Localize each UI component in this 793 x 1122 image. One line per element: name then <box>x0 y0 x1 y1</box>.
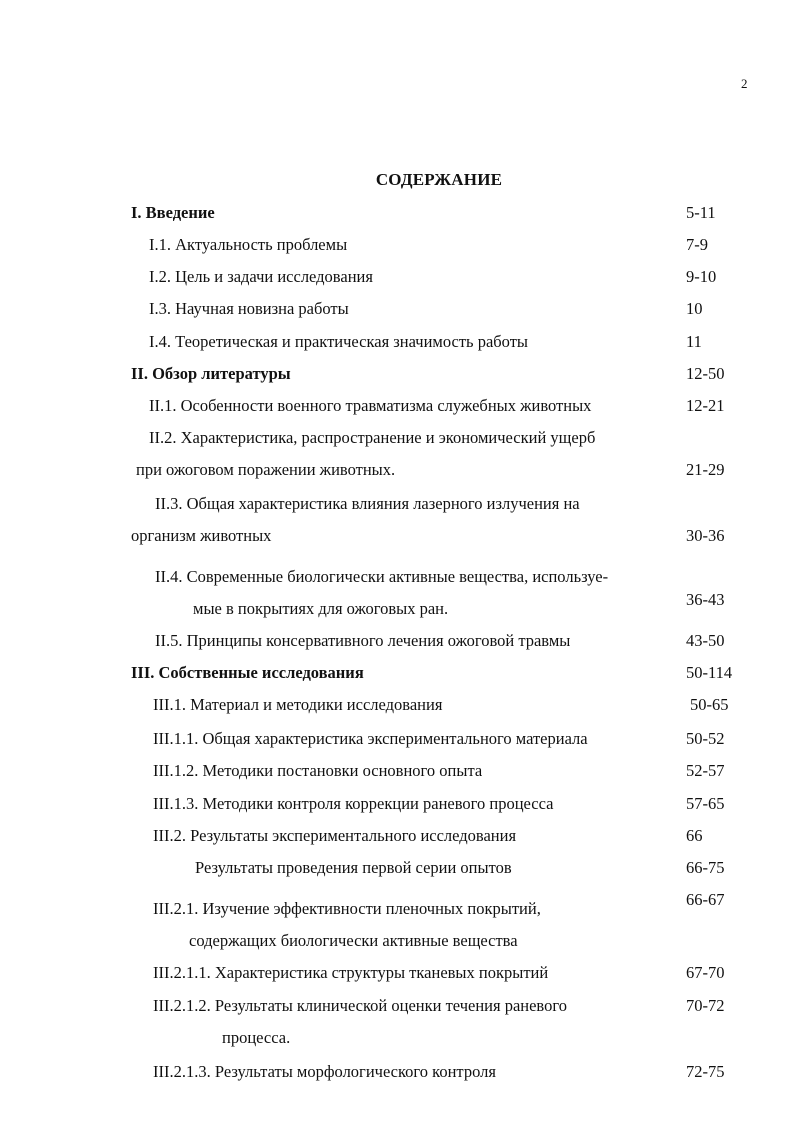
toc-title: СОДЕРЖАНИЕ <box>375 170 503 189</box>
toc-entry-3-1-3: III.1.3. Методики контроля коррекции раневого процесса <box>153 794 554 813</box>
toc-entry-1-2: I.2. Цель и задачи исследования <box>149 267 373 286</box>
toc-page-1-4: 11 <box>686 332 702 351</box>
toc-page-3-2-1-3: 72-75 <box>686 1062 725 1081</box>
toc-page-1-3: 10 <box>686 299 703 318</box>
toc-entry-3-2-1-2: III.2.1.2. Результаты клинической оценки течения раневого <box>153 996 567 1015</box>
toc-entry-3-1-1: III.1.1. Общая характеристика экспериментального материала <box>153 729 588 748</box>
toc-entry-3-2: III.2. Результаты экспериментального исследования <box>153 826 517 845</box>
toc-page-1-1: 7-9 <box>686 235 708 254</box>
toc-entry-3-1: III.1. Материал и методики исследования <box>153 695 443 714</box>
toc-entry-section-2: II. Обзор литературы <box>131 364 291 383</box>
toc-entry-3-2-1: III.2.1. Изучение эффективности пленочных покрытий, <box>153 899 541 918</box>
toc-entry-2-3: II.3. Общая характеристика влияния лазерного излучения на <box>155 494 580 513</box>
toc-page-1-2: 9-10 <box>686 267 717 286</box>
toc-entry-1-1: I.1. Актуальность проблемы <box>149 235 348 254</box>
toc-page-3-1-2: 52-57 <box>686 761 725 780</box>
toc-page-2-1: 12-21 <box>686 396 725 415</box>
toc-page-3-1: 50-65 <box>690 695 729 714</box>
toc-page-3-2-1-2: 70-72 <box>686 996 725 1015</box>
toc-entry-3-2-1-cont: содержащих биологически активные вещества <box>189 931 518 950</box>
toc-page-section-2: 12-50 <box>686 364 725 383</box>
toc-entry-2-1: II.1. Особенности военного травматизма служебных животных <box>149 396 592 415</box>
toc-page-3-2-1-1: 67-70 <box>686 963 725 982</box>
toc-entry-1-3: I.3. Научная новизна работы <box>149 299 349 318</box>
toc-page-3-2-subtitle: 66-75 <box>686 858 725 877</box>
toc-page-section-3: 50-114 <box>686 663 733 682</box>
toc-entry-3-2-subtitle: Результаты проведения первой серии опытов <box>195 858 512 877</box>
toc-page-3-2-1: 66-67 <box>686 890 725 909</box>
toc-entry-3-2-1-1: III.2.1.1. Характеристика структуры тканевых покрытий <box>153 963 549 982</box>
toc-entry-2-2: II.2. Характеристика, распространение и экономический ущерб <box>149 428 596 447</box>
toc-page-2-4: 36-43 <box>686 590 725 609</box>
toc-entry-3-2-1-2-cont: процесса. <box>222 1028 291 1047</box>
toc-entry-3-1-2: III.1.2. Методики постановки основного опыта <box>153 761 483 780</box>
toc-entry-section-1: I. Введение <box>131 203 215 222</box>
toc-entry-2-2-cont: при ожоговом поражении животных. <box>136 460 396 479</box>
toc-entry-1-4: I.4. Теоретическая и практическая значимость работы <box>149 332 529 351</box>
toc-entry-2-3-cont: организм животных <box>131 526 272 545</box>
toc-entry-3-2-1-3: III.2.1.3. Результаты морфологического контроля <box>153 1062 496 1081</box>
toc-page-3-1-1: 50-52 <box>686 729 725 748</box>
toc-page-2-2: 21-29 <box>686 460 725 479</box>
toc-page-section-1: 5-11 <box>686 203 716 222</box>
toc-entry-section-3: III. Собственные исследования <box>131 663 364 682</box>
toc-page-3-2: 66 <box>686 826 703 845</box>
toc-entry-2-4-cont: мые в покрытиях для ожоговых ран. <box>193 599 449 618</box>
page-number: 2 <box>741 76 748 91</box>
toc-entry-2-5: II.5. Принципы консервативного лечения ожоговой травмы <box>155 631 571 650</box>
toc-page-2-5: 43-50 <box>686 631 725 650</box>
toc-page-3-1-3: 57-65 <box>686 794 725 813</box>
toc-page-2-3: 30-36 <box>686 526 725 545</box>
toc-entry-2-4: II.4. Современные биологически активные вещества, используе- <box>155 567 609 586</box>
